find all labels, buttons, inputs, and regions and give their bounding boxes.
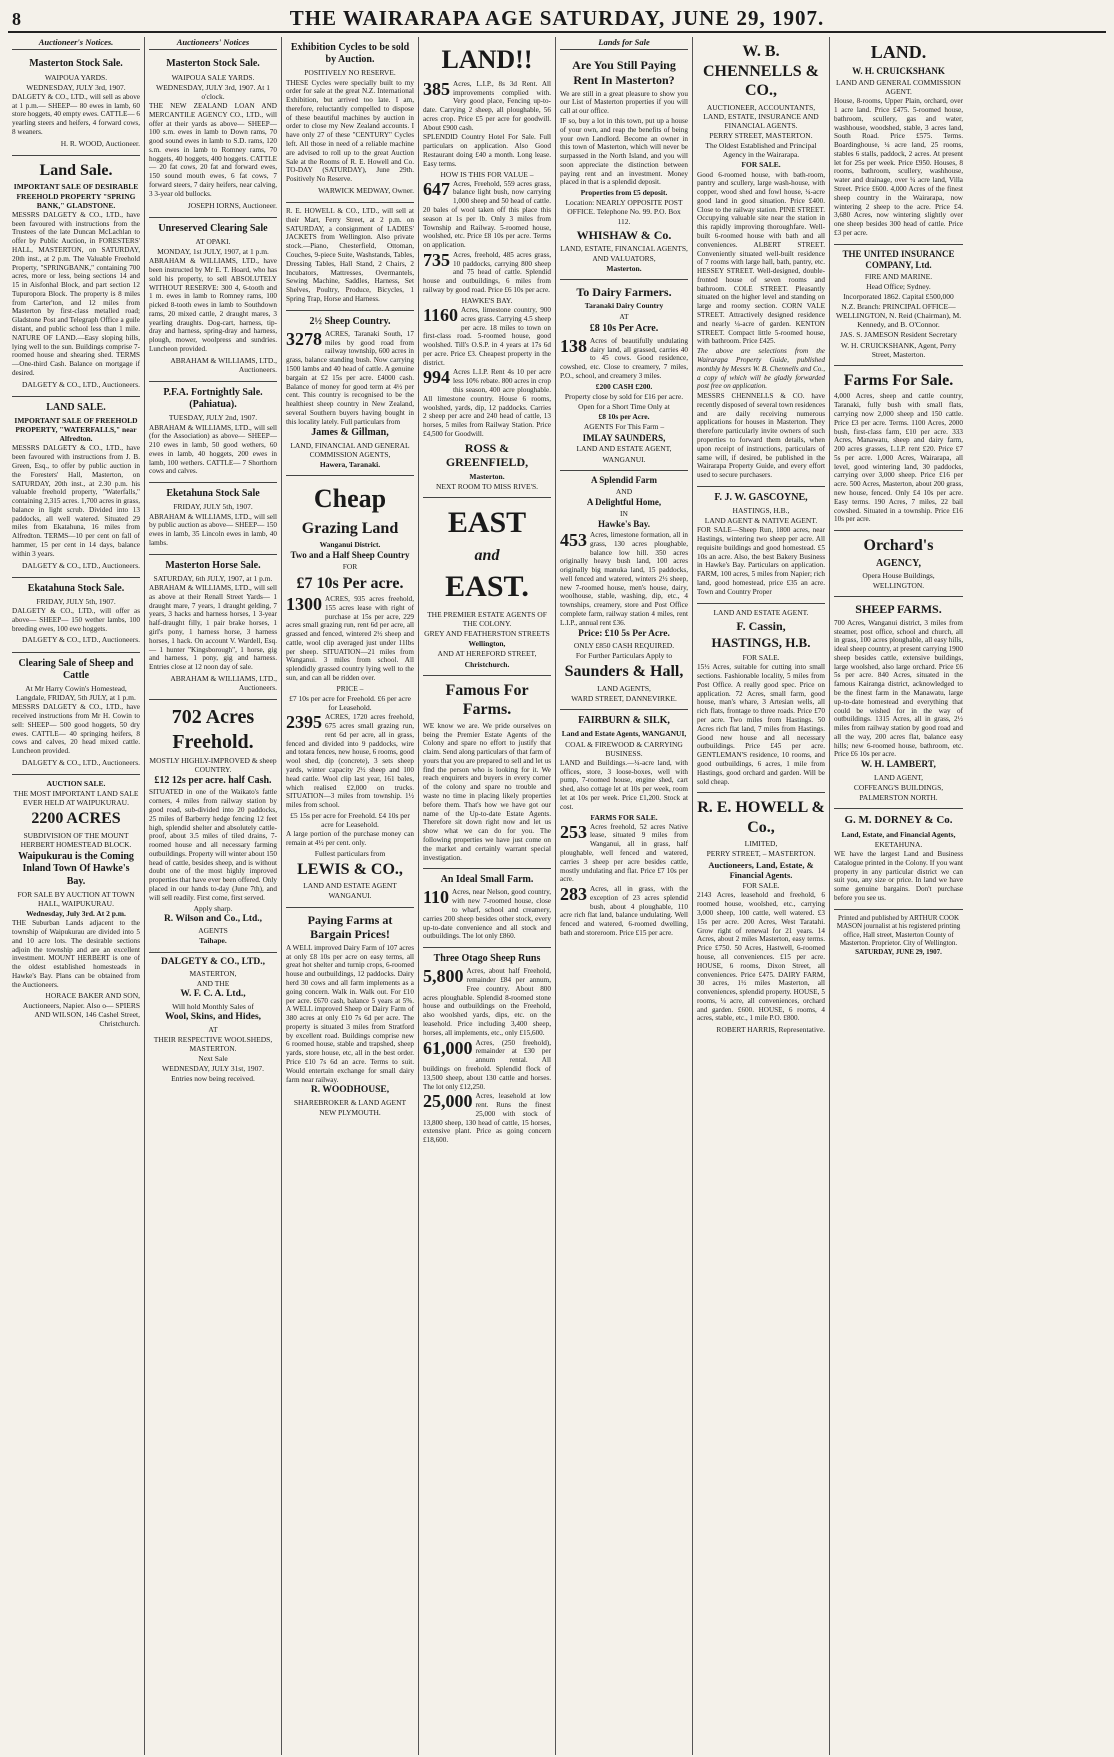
ad-title-2: and [474, 546, 500, 564]
ad-acres: 3278 [286, 328, 322, 349]
ad-firm: ROSS & GREENFIELD, [445, 440, 529, 470]
ad-heading: IMPORTANT SALE OF FREEHOLD PROPERTY, "WATERFALLS," near Alfredton. [14, 415, 138, 444]
ad-body: 4,000 Acres, sheep and cattle country, Taranaki, fully bush with small flats, carrying now 2,000 sheep and 150 cattle. Price £3 per acre. Terms. 1100 Acres, 2000 bush, first-class farm, £10 per acre. 333 Acres, Manawatu, sheep and dairy farm, 200 acres grasses, L.I.P. rent £20. Price £7 5s per acre. 1,000 Acres, Wairarapa, all level, good wintering land, 30 paddocks, carrying over 3,000 sheep. Price £16 per acre. 500 Acres, Masterton, about 200 grass, new house, fenced. Only £4 10s per acre. Easy terms. 190 Acres, 7 miles, 22 bail cowshed. Situated in a township. Price £16 10s per acre. [834, 392, 963, 524]
ad-signature: DALGETY & CO., LTD., Auctioneers. [22, 560, 140, 570]
ad-body-3: Acres, leasehold at low rent. Runs the finest 25,000 with stock of 13,800 sheep, 130 head of cattle, 15 horses, extensive plant. Price as going concern £18,600. [423, 1092, 551, 1145]
ad-acres-2: 61,000 [423, 1037, 473, 1058]
ad-address: COFFEANG'S BUILDINGS, [853, 782, 944, 792]
ad-title-2: FARMS FOR SALE. [590, 812, 658, 822]
ad-wool-sales [149, 953, 277, 1090]
ad-body: THE NEW ZEALAND LOAN AND MERCANTILE AGENCY CO., LTD., will offer at their yards as above— SHEEP— 100 s.m. ewes in lamb to Down rams, 70 good sound ewes in lamb to S.D. rams, 120 s.m. ewes in lamb to Romney rams, 70 hoggets, 40 hoggets, 400 hoggets. CATTLE— 20 fat cows, 20 fat and forward ewes, 150 sound mouth ewes, 6 fat cows, 7 forward steers, 7 dairy heifers, near calving, 3 3-year old bullocks. [149, 101, 277, 198]
ad-terms: A large portion of the purchase money can remain at 4½ per cent. only. [286, 830, 414, 847]
ad-dairy-farmers [560, 280, 688, 471]
ad-at: AT [208, 1024, 218, 1034]
ad-title-2: Waipukurau is the Coming Inland Town Of Hawke's Bay. [18, 851, 134, 887]
ad-body-1: Acres, L.I.P., 8s 3d Rent. All improvements complied with. Very good place, Fencing up-to-date. Carrying 2 sheep, all ploughable, 56 acres crop. Price £5 per acre for goodwill. About £900 cash. [423, 79, 551, 132]
ad-title: Clearing Sale of Sheep and Cattle [18, 657, 134, 681]
ad-firm: R. WOODHOUSE, [310, 1085, 390, 1096]
ad-body: A WELL improved Dairy Farm of 107 acres at only £8 10s per acre on easy terms, all great hot shelter and turnip crops, 6-roomed house and outbuildings, 12 paddocks. Dairy herd 30 cows and all farm implements as a going concern. Walk in. Walk out. For £10 per acre. £670 cash, balance 5 years at 5%. A WELL improved Sheep or Dairy Farm of 380 acres at only £10 7s 6d per acre. The property is situated 3 miles from Stratford by excellent road. Buildings comprise new 6 roomed house, stable and trapshed, sheep yards, store house, etc, all in the best order. Price £10 7s 6d an acre. Terms to suit. Would entertain exchange for small dairy farm near railway. [286, 943, 414, 1084]
columns [8, 37, 1106, 1755]
ad-how: HOW IS THIS FOR VALUE – [440, 169, 534, 179]
ad-firm: W. H. CRUICKSHANK [852, 65, 945, 76]
ad-body: Acres, limestone formation, all in grass, 130 acres ploughable, balance low hill. 350 acres originally heavy bush land, 100 acres originally big manuka land, 15 paddocks, well fenced and watered, winters 2½ sheep, new 7-roomed house, men's house, dairy, woolhouse, stable, washing, dip, etc., 4 townships, creamery, store and Post Office complete farm, railway station 4 miles, rent L.I.P., annual rent £36. [560, 530, 688, 627]
ad-agent-place: Taihape. [199, 936, 227, 946]
column-header: Auctioneer's Notices. [12, 37, 140, 50]
ad-auction-sale [12, 775, 140, 1035]
ad-body: THE Suburban Lands adjacent to the township of Waipukurau are divided into 5 and 10 acre lots. The desirable sections adjoin the township and are an excellent investment. MOUNT HERBERT is one of the oldest established homesteads in Hawke's Bay. Plans can be obtained from the Auctioneers. [12, 919, 140, 989]
ad-firm-place: WANGANUI. [602, 454, 646, 464]
ad-sub: FIRE AND MARINE. [864, 271, 933, 281]
ad-firm: F. Cassin, [736, 618, 786, 633]
ad-firm-place: WARD STREET, DANNEVIRKE. [571, 694, 677, 704]
ad-title-3: EAST. [445, 570, 529, 604]
ad-body-2: Acres freehold, 52 acres Native lease, situated 9 miles from Wanganui, all in grass, half ploughable, well fenced and watered, carries 3 sheep per acre besides cattle, mostly undulating and flat. Price £7 10s per acre. [560, 822, 688, 884]
ad-firm-sub: LAND AGENT & NATIVE AGENT. [704, 516, 818, 526]
ad-title: Famous For Farms. [445, 681, 529, 719]
ad-sub: Two and a Half Sheep Country [290, 550, 410, 561]
ad-address: PERRY STREET, MASTERTON. [709, 130, 813, 140]
ad-acres-1: 385 [423, 78, 450, 99]
ad-firm-place: Masterton. [469, 471, 505, 481]
ad-acres-3: 25,000 [423, 1091, 473, 1112]
ad-title: 702 Acres Freehold. [171, 706, 255, 753]
ad-body-2: SPLENDID Country Hotel For Sale. Full particulars on application. Also Good Restaurant doing £40 a month. Long lease. Easy terms. [423, 133, 551, 168]
ad-firm-sub: Auctioneers, Land, Estate, & Financial Agents. [708, 859, 814, 880]
ad-body: DALGETY & CO., LTD., will sell as above at 1 p.m.— SHEEP— 80 ewes in lamb, 60 store hoggets, 40 empty ewes. CATTLE— 6 yearling steers and heifers, 4 forward cows, 8 weaners. [12, 92, 140, 136]
ad-body: ABRAHAM & WILLIAMS, LTD., will sell (for the Association) as above— SHEEP— 210 ewes in lamb, 50 good wethers, 60 ewes in lamb, 40 hoggets, 200 ewes in lamb, 100 wethers. CATTLE— 7 Shorthorn cows and calves. [149, 423, 277, 476]
ad-title-2: A Delightful Home, [586, 496, 662, 507]
ad-body: SITUATED in one of the Waikato's fattle corners, 4 miles from railway station by good road, sub-divided into 20 paddocks, 25 miles of Barberry hedge fencing 12 feet high, splendid shelter and absolutely cattle-proof, about 3.5 miles of tiled drains, 7-roomed house and all necessary farming outbuildings. Property will winter about 150 head of cattle, besides sheep, and is without doubt one of the most highly improved properties that have ever been offered. Only placed in our hands to-day (June 7th), and will sell readily. First come, first served. [149, 788, 277, 902]
ad-body-1: Acres, about half Freehold, remainder £84 per annum, Free country. About 800 acres ploughable. Splendid 8-roomed stone house and outbuildings on the Freehold, also woolshed yards, dips, etc. on the leasehold. Price including 3,400 sheep, horses, all implements, etc., only £15,600. [423, 967, 551, 1037]
ad-land-sale [12, 156, 140, 397]
ad-land-ross [423, 37, 551, 498]
ad-place: PALMERSTON NORTH. [859, 793, 938, 803]
ad-forsale: FOR SALE. [742, 881, 780, 891]
ad-firm-place: HASTINGS, H.B. [711, 635, 811, 651]
ad-signature: DALGETY & CO., LTD., Auctioneers. [22, 757, 140, 767]
ad-open: Open for a Short Time Only at [578, 402, 670, 412]
ad-sub: MOSTLY HIGHLY-IMPROVED & sheep COUNTRY. [149, 755, 277, 775]
ad-body: LAND and Buildings.—¼-acre land, with offices, store, 3 loose-boxes, well with pump, 7-roomed house, engine shed, cart shed, also cottage let at 10s per week, room let at 10s per week. Price £1,200. Stock at cost. [560, 758, 688, 811]
column-7 [830, 37, 967, 1755]
ad-firm: James & Gillman, [311, 427, 389, 439]
ad-price: £8 10s Per Acre. [589, 322, 659, 334]
ad-paying-farms [286, 908, 414, 1124]
ad-firm-1: DALGETY & CO., LTD., [160, 956, 266, 967]
ad-ideal-small-farm [423, 869, 551, 948]
ad-orchards-agency [834, 531, 963, 597]
ad-clearing-sale-opaki [149, 218, 277, 382]
ad-firm: IMLAY SAUNDERS, [582, 432, 666, 443]
ad-price: £12 12s per acre. half Cash. [154, 775, 272, 787]
ad-price-2: £8 10s per Acre. [598, 412, 650, 422]
ad-body: DALGETY & CO., LTD., will offer as above— SHEEP— 150 wether lambs, 100 breeding ewes, 100 ewe hoggets. [12, 607, 140, 633]
ad-date: FRIDAY, JULY 5th, 1907. [173, 502, 253, 512]
column-3 [282, 37, 419, 1755]
ad-next: Next Sale [198, 1054, 228, 1064]
ad-place-1: MASTERTON, [189, 969, 237, 979]
column-1 [8, 37, 145, 1755]
ad-firm-place: HASTINGS, H.B., [732, 506, 790, 516]
ad-place-1: Wellington, [468, 639, 506, 649]
ad-acres-2: 283 [560, 884, 587, 905]
ad-further: For Further Particulars Apply to [575, 651, 673, 661]
ad-body: THESE Cycles were specially built to my order for sale at the great N.Z. International Exhibition, but arrived too late. I am, therefore, reluctantly compelled to dispose of these beautiful machines by auction in order to close my New Zealand accounts. I have only 27 of these "CENTURY" Cycles left. All those in need of a reliable machine are advised to roll up to the great Auction Sale at the Rooms of R. E. Howell and Co. TO-DAY (SATURDAY), June 29th. Positively No Reserve. [286, 78, 414, 184]
ad-date: FRIDAY, JULY 5th, 1907. [36, 596, 116, 606]
ad-title-1: EAST [447, 506, 527, 540]
ad-masterton-stock-sale-2 [149, 53, 277, 217]
ad-entries: Entries now being received. [171, 1074, 255, 1084]
ad-body-4: Acres, freehold, 485 acres grass, 10 paddocks, carrying 800 sheep and 75 head of cattle. Splendid house and outbuildings, 6 miles from railway by good road. Price £6 10s per acre. [423, 250, 551, 295]
ad-body: IF so, buy a lot in this town, put up a house of your own, and reap the benefits of being your own Landlord. Become an owner in this town of Masterton, which will never be surpassed in the North Island, and you will soon appreciate the distinction between paying rent and an investment. Money placed in that is a splendid deposit. [560, 116, 688, 187]
ad-dorney [834, 809, 963, 909]
ad-title: To Dairy Farmers. [576, 284, 672, 299]
ad-acres-1: 5,800 [423, 966, 464, 987]
page-number: 8 [12, 9, 21, 29]
ad-firm-place: Masterton. [606, 263, 642, 273]
ad-secretary: JAS. S. JAMESON Resident Secretary [839, 330, 958, 340]
ad-place: Hawera, Taranaki. [319, 459, 381, 469]
ad-east-and-east [423, 498, 551, 676]
ad-sub: Taranaki Dairy Country [584, 301, 664, 311]
ad-firm: R. E. HOWELL & Co., [697, 799, 825, 836]
ad-agent: W. H. CRUICKSHANK, Agent, Perry Street, Masterton. [840, 340, 957, 359]
ad-body: WE know we are. We pride ourselves on being the Premier Estate Agents of the Colony and spare no effort to justify that claim. Send along particulars of that farm of yours that you are prepared to sell and let us find the person who is looking for it. We reach enquirers and buyers in every corner of the colony and spare no trouble and waste no time in placing likely properties before them. That's how we have got our name of the Up-to-date Estate Agents. Therefore sit down right now and let us show what we can do for you. The following properties we have just come on the market and certainly warrant special investigation. [423, 721, 551, 862]
ad-title: Masterton Stock Sale. [29, 58, 123, 70]
column-2 [145, 37, 282, 1755]
ad-land-sale-waterfalls [12, 397, 140, 578]
ad-title-3: Hawke's Bay. [597, 518, 650, 529]
ad-firm-sub: LAND AND GENERAL COMMISSION AGENT. [836, 77, 961, 97]
ad-firm: WHISHAW & Co. [576, 227, 672, 242]
ad-title: LAND SALE. [46, 401, 106, 413]
ad-title: Farms For Sale. [843, 371, 954, 389]
ad-signature: H. R. WOOD, Auctioneer. [60, 138, 140, 148]
ad-firm: THE UNITED INSURANCE COMPANY, Ltd. [842, 248, 955, 270]
ad-signature: JOSEPH IORNS, Auctioneer. [187, 200, 277, 210]
ad-clearing-sale [12, 653, 140, 775]
ad-body-2: ACRES, 1720 acres freehold, 675 acres small grazing run, rent 6d per acre, all in grass, fenced and divided into 9 paddocks, wire and totara fences, new house, 6 rooms, good wool shed, dip (concrete), 3 sets sheep yards, winter capacity 2½ sheep and 100 head cattle. Wool clip last year, 161 bales, which realised £2,000 on trucks. SITUATION—3 miles from township. 1½ miles from school. [286, 713, 414, 810]
ad-title: Unreserved Clearing Sale [158, 222, 268, 234]
ad-body: ABRAHAM & WILLIAMS, LTD., have been instructed by Mr E. T. Hoard, who has sold his property, to sell ABSOLUTELY WITHOUT RESERVE: 300 4, 6-tooth and 1 m. ewes in lamb to Romney rams, 100 picked 8-tooth ewes in lamb to Southdown rams, 20 mixed cattle, 2 draught mares, 3 yearling draughts. Dog-cart, harness, tip-dray and harness, spring-dray and harness, plough, mower, woolpress and sundries. Luncheon provided. [149, 257, 277, 353]
ad-title: Masterton Stock Sale. [166, 58, 260, 70]
ad-sub: Land, Estate, and Financial Agents, [841, 829, 956, 839]
ad-price-2: £5 15s per acre for Freehold. £4 10s per acre for Leasehold. [290, 810, 410, 829]
ad-sheep-farms [834, 597, 963, 809]
ad-body: THE PREMIER ESTATE AGENTS OF THE COLONY. [427, 609, 547, 629]
ad-place: WAIPOUA SALE YARDS. [171, 72, 255, 82]
ad-title: Three Otago Sheep Runs [433, 953, 541, 965]
ad-body: 2143 Acres, leasehold and freehold, 6 roomed house, woolshed, etc., carrying 3,000 sheep, 100 cattle, well watered. £3 15s per acre. 200 Acres, West Taratahi. Grow right of renewal for 21 years. 14 Acres, about 2 miles Masterton, easy terms. Price £750. 50 Acres, Hastwell, 6-roomed house, all conveniences. £15 per acre. HOUSE, 6 rooms, Dixon Street, all conveniences. Price £475. DAIRY FARM, 30 acres, 1½ miles Masterton, all conveniences, splendid property. HOUSE, 5 rooms, ¼ acre, all conveniences, orchard and garden. £600. HOUSE, 6 rooms, 4 acres, stable, etc., 1 mile P.O. £800. [697, 891, 825, 1023]
ad-place: AT OPAKI. [195, 236, 231, 246]
ad-body: 700 Acres, Wanganui district, 3 miles from steamer, post office, school and church, all in grass, 100 acres ploughable, all easy hills, ideal sheep country, at present carrying 1900 sheep besides cattle, extensive buildings, large woolshed, also large orchard. Price £6 5s per acre. 840 Acres, situated in the famous Kairanga district, acknowledged to be the finest farm in the Manawatu, large up-to-date homestead and everything that could be wished for in the way of outbuildings. 1315 Acres, all in grass, 2½ miles from railway station by good road and all the way, 200 acres flat, balance easy hills; new 6-roomed house, bathroom, etc. Price £6 10s per acre. [834, 618, 963, 759]
ad-title: Orchard's [863, 537, 934, 555]
ad-capital: Incorporated 1862. Capital £500,000 [843, 291, 954, 301]
ad-title: LAND!! [441, 45, 533, 74]
ad-title-1: Cheap [313, 484, 387, 514]
imprint [834, 914, 963, 957]
ad-acres-2: 647 [423, 178, 450, 199]
ad-date: TUESDAY, JULY 2nd, 1907. [168, 413, 258, 423]
ad-properties: Properties from £5 deposit. [580, 188, 668, 198]
ad-date: SATURDAY, 6th JULY, 1907, at 1 p.m. [153, 573, 273, 583]
ad-body: ACRES, Taranaki South, 17 miles by good road from railway township, 600 acres in grass, balance standing bush. Now carrying 1500 lambs and 40 head of cattle. A genuine bargain at £2 15s per acre. £4000 cash. Balance of money for good term at 4½ per cent. This country is recognised to be the healthiest sheep country in New Zealand, several Southern buyers having bought in this locality lately. Full particulars from [286, 329, 414, 426]
ad-cheap-grazing [286, 476, 414, 908]
ad-heading-2: SUBDIVISION OF THE MOUNT HERBERT HOMESTEAD BLOCK. [20, 830, 132, 850]
ad-pahiatua-sale [149, 382, 277, 483]
ad-cassin [697, 604, 825, 794]
ad-place: WELLINGTON. [872, 580, 925, 590]
ad-in: IN [620, 508, 628, 518]
ad-sub: AGENCY, [876, 557, 921, 569]
ad-signature: ROBERT HARRIS, Representative. [716, 1025, 825, 1035]
ad-gascoyne [697, 487, 825, 604]
ad-firm: LEWIS & CO., [297, 860, 403, 878]
ad-forsale: FOR SALE. [741, 160, 781, 170]
ad-howell-sale [286, 203, 414, 311]
ad-body: R. E. HOWELL & CO., LTD., will sell at their Mart, Ferry Street, at 2 p.m. on SATURDAY, a consignment of LADIES' JACKETS from Wellington. Also private stock.—Piano, Chesterfield, Ottoman, Couches, 9-piece Suite, Washstands, Tables, Dressing Tables, Hall Stand, 2 Chairs, 2 Incubators, Mattresses, Overmantels, Sewing Machine, Saddles, Harness, Set Shelves, Poultry, Produce, Bicycles, 1 Spring Trap, Horse and Harness. [286, 207, 414, 303]
ad-price: Price: £10 5s Per Acre. [578, 628, 670, 639]
ad-title: Eketahuna Stock Sale [166, 488, 260, 500]
ad-signature: DALGETY & CO., LTD., Auctioneers. [22, 635, 140, 645]
newspaper-title: THE WAIRARAPA AGE SATURDAY, JUNE 29, 1907. [289, 6, 825, 30]
ad-price: £7 10s Per acre. [296, 574, 404, 592]
column-header: Lands for Sale [560, 37, 688, 50]
ad-firm-place: NEW PLYMOUTH. [319, 1108, 381, 1118]
ad-sub: FOR SALE BY AUCTION AT TOWN HALL, WAIPUKURAU. [17, 889, 135, 908]
ad-farms-for-sale [834, 366, 963, 531]
ad-price-label: PRICE – [336, 683, 364, 693]
ad-signature: HORACE BAKER AND SON, Auctioneers, Napier. Also o— SPIERS AND WILSON, 146 Cashel Street, Christchurch. [22, 991, 140, 1028]
ad-masterton-stock-sale [12, 53, 140, 156]
ad-body: ABRAHAM & WILLIAMS, LTD., will sell as above at their Renall Street Yards— 1 draught mare, 7 years, 1 draught gelding, 7 years, 3 hacks and harness horses, 1 3-year half-draught filly, 1 pair brake horses, 1 girl's pony, 1 harness horse, 3 harness horses, 1 hack. On account V. Wardell, Esq.— 1 hunter "Kingsborough", 1 horse, gig and harness, 1 pony, gig and harness. Entries close at 12 noon day of sale. [149, 584, 277, 672]
ad-title-1: A Splendid Farm [590, 474, 657, 485]
ad-title: Masterton Horse Sale. [165, 559, 261, 571]
ad-apply: Apply sharp. [193, 903, 233, 913]
ad-acres-5: 994 [423, 367, 450, 388]
ad-firm: F. J. W. GASCOYNE, [714, 491, 808, 503]
ad-famous-for-farms [423, 676, 551, 870]
ad-date: WEDNESDAY, JULY 31st, 1907. [162, 1064, 264, 1074]
ad-firm-sub: AUCTIONEER, ACCOUNTANTS, LAND, ESTATE, INSURANCE AND FINANCIAL AGENTS. [703, 102, 819, 130]
ad-body: The Oldest Established and Principal Agency in the Wairarapa. [705, 141, 817, 160]
ad-firm-sub: LAND AGENTS, [597, 683, 651, 693]
ad-sub: At Mr Harry Cowin's Homestead, Langdale, FRIDAY, 5th JULY, at 1 p.m. [16, 683, 136, 703]
ad-firm-sub: LAND, ESTATE, FINANCIAL AGENTS, AND VALUATORS, [560, 244, 688, 263]
ad-firm-sub: LAND AND ESTATE AGENT [303, 881, 397, 891]
ad-limited: LIMITED, [744, 839, 778, 849]
ad-streets: GREY AND FEATHERSTON STREETS [424, 629, 550, 639]
ad-body-1: ACRES, 935 acres freehold, 155 acres lease with right of purchase at 15s per acre, 229 acres small grazing run, rent 6d per acre, all grassed and fenced, wintered 2½ sheep and cattle, wool clip averaged just under 11lbs per sheep. SITUATION—21 miles from Wanganui. 3 miles from school. All splendidly grassed country lying well to the sun, and can all be ridden over. [286, 595, 414, 683]
ad-cash: £200 CASH £200. [595, 381, 653, 391]
ad-body: House, 8-rooms, Upper Plain, orchard, over 1 acre land. Price £475. 5-roomed house, bathroom, scullery, gas and water, washhouse, woodshed, stable, 3 acres land, South Road. Price £575. Terms. Boardinghouse, ¼ acre land, 25 rooms, stables 6 stalls, paddock, 2 acres. At present let for 25s per week. Price £950. Houses, 8 rooms, bathroom, scullery, washhouse, water and drainage, over ¼ acre land, Villa Street. Price £600. 4,000 Acres of the finest sheep country in the Wairarapa, now wintering 2 sheep to the acre. Price £4. 3,680 Acres, now wintering slightly over one sheep besides 300 head of cattle. Price £3 per acre. [834, 97, 963, 237]
ad-terms: Property close by sold for £16 per acre. [564, 391, 684, 401]
ad-place: WAIPOUA YARDS. [44, 72, 108, 82]
ad-body-6: Acres L.I.P. Rent 4s 10 per acre less 10% rebate. 800 acres in crop this season, 400 acre ploughable. All limestone country. House 6 rooms, woolshed, yards, dip, 12 paddocks. Carries 2 sheep per acre and 240 head of cattle, 13 horses, 5 miles from Railway Station. Price £4,500 for Goodwill. [423, 368, 551, 438]
ad-title-2: Grazing Land [301, 519, 399, 537]
ad-title: LAND. [870, 42, 927, 62]
ad-horse-sale [149, 555, 277, 700]
ad-acres-2: 2395 [286, 712, 322, 733]
ad-title: Land Sale. [39, 161, 113, 179]
ad-side: We are still in a great pleasure to show you our List of Masterton properties if you will call at our office. [560, 89, 688, 116]
masthead [8, 6, 1106, 33]
ad-firm: W. B. CHENNELLS & CO., [702, 43, 820, 100]
ad-splendid-farm [560, 471, 688, 710]
ad-title: Ekatahuna Stock Sale. [27, 582, 125, 594]
ad-acres-1: 1300 [286, 594, 322, 615]
ad-place-2: Christchurch. [464, 659, 510, 669]
ad-firm-sub: SHAREBROKER & LAND AGENT [293, 1097, 407, 1107]
ad-at: AT [619, 311, 629, 321]
ad-forsale: FOR SALE. [742, 653, 780, 663]
ad-and: AND [615, 486, 633, 496]
ad-sheep-country [286, 311, 414, 476]
ad-united-insurance [834, 245, 963, 366]
ad-and: AND THE [196, 979, 230, 989]
ad-firm-place: WANGANUI. [328, 891, 372, 901]
ad-branch: N.Z. Branch: PRINCIPAL OFFICE—WELLINGTON, N. Reid (Chairman), M. Kennedy, and B. O'Connor. [835, 302, 962, 330]
ad-body-3: Acres, Freehold, 559 acres grass, balance light bush, now carrying 1,000 sheep and 50 head of cattle. 20 bales of wool taken off this place this season at 1s per lb. Only 3 miles from Township and Railway. 5-roomed house, woolshed, etc. Price £8 10s per acre. Terms on application. [423, 179, 551, 250]
ad-date: MONDAY, 1st JULY, 1907, at 1 p.m. [157, 247, 269, 257]
ad-date: Wednesday, July 3rd. At 2 p.m. [26, 909, 126, 919]
ad-chennells [697, 37, 825, 487]
ad-exhibition-cycles [286, 37, 414, 203]
ad-body-5: Acres, limestone country, 900 acres grass. Carrying 4.5 sheep per acre. 18 miles to town on first-class road. 5-roomed house, good woolshed. Till's O.S.P. in 4 years at 17s 6d per acre. Price £3. Cheapest property in the district. [423, 305, 551, 367]
ad-body: Acres of beautifully undulating dairy land, all grassed, carries 40 to 45 cows. Good residence, cowshed, etc. Close to creamery, 7 miles, P.O., school, and creamery 3 miles. [560, 336, 688, 381]
ad-price-1: £7 10s per acre for Freehold. £6 per acre for Leasehold. [289, 693, 411, 713]
ad-title: Wool, Skins, and Hides, [164, 1012, 262, 1023]
ad-acres-1: 253 [560, 821, 587, 842]
ad-acres: 2200 ACRES [31, 810, 121, 828]
ad-howell [697, 793, 825, 1041]
ad-place: EKETAHUNA. [874, 839, 923, 849]
ad-fairburn-silk [560, 710, 688, 944]
ad-place: THEIR RESPECTIVE WOOLSHEDS, MASTERTON. [153, 1034, 273, 1053]
ad-title: An Ideal Small Farm. [440, 874, 534, 886]
ad-title: 2½ Sheep Country. [309, 315, 391, 327]
ad-acres: 453 [560, 529, 587, 550]
ad-title: AUCTION SALE. [46, 779, 106, 788]
ad-title: SHEEP FARMS. [855, 602, 942, 617]
imprint-date: SATURDAY, JUNE 29, 1907. [855, 947, 942, 956]
ad-eketahuna-stock-sale [12, 578, 140, 653]
ad-acres: 138 [560, 335, 587, 356]
ad-body: FOR SALE—Sheep Run, 1800 acres, near Hastings, wintering two sheep per acre. All requisite buildings and good homestead. £5 10s an acre. Also, the best Bakery Business in Hawke's Bay. Particulars on application. FARM, 100 acres, 5 miles from Napier; rich land, good homestead, price £35 an acre. Town and Country Proper [697, 526, 825, 596]
ad-body-2: Good 6-roomed house, with bath-room, pantry and scullery, large wash-house, with copper, wood shed and fowl house, ¼-acre good land in good situation. Price £400. Close to the railway station. PINE STREET. Occupying valuable site near the station in this rapidly improving thoroughfare. Well-built 6-roomed house with bath and all conveniences. ALBERT STREET. Conveniently situated well-built residence of 7 rooms with large hall, bath, pantry, etc. HESSEY STREET. Well-designed, double-fronted house of seven rooms and bathroom. COLE STREET. Pleasantly situated on the higher level and standing on large and roomy section. CORN VALE STREET. Attractively designed residence and nearly ¼-acre of garden. KENTON STREET. Compact little 5-roomed house, with bathroom. Price £425. [697, 170, 825, 346]
ad-body: Acres, near Nelson, good country, with new 7-roomed house, close to wharf, school and creamery, carries 200 sheep besides other stock, every up-to-date convenience and all stock and outbuildings. The lot only £860. [423, 888, 551, 941]
ad-address: Opera House Buildings, [862, 570, 935, 580]
ad-cruickshank [834, 37, 963, 245]
ad-agents: AGENTS For This Farm – [583, 422, 665, 432]
ad-firm-sub: LAND AND ESTATE AGENT, [576, 444, 672, 454]
ad-date: WEDNESDAY, JULY 3rd, 1907. [26, 82, 126, 92]
ad-signature: DALGETY & CO., LTD., Auctioneers. [22, 379, 140, 389]
ad-signature: WARWICK MEDWAY, Owner. [318, 185, 414, 195]
ad-body-3: Acres, all in grass, with the exception of 23 acres splendid bush, about 4 ploughable, 110 acre rich flat land, balance undulating. Well fenced and watered, 6-roomed dwelling, bath and storeroom. Price £15 per acre. [560, 885, 688, 938]
ad-firm: G. M. DORNEY & Co. [844, 814, 953, 827]
ad-sub: POSITIVELY NO RESERVE. [304, 68, 396, 78]
ad-title: Are You Still Paying Rent In Masterton? [572, 58, 676, 87]
ad-heading: IMPORTANT SALE OF DESIRABLE FREEHOLD PROPERTY "SPRING BANK," GLADSTONE. [13, 182, 139, 210]
ad-body: ABRAHAM & WILLIAMS, LTD., will sell by public auction as above— SHEEP— 150 ewes in lamb, 35 Lincoln ewes in lamb, 40 lambs. [149, 512, 277, 547]
ad-firm: Saunders & Hall, [564, 663, 684, 681]
column-header: Auctioneers' Notices [149, 37, 277, 50]
ad-paying-rent [560, 53, 688, 279]
ad-title: P.F.A. Fortnightly Sale. (Pahiatua). [163, 387, 263, 411]
column-5 [556, 37, 693, 1755]
column-6 [693, 37, 830, 1755]
ad-702-acres [149, 700, 277, 952]
ad-firm-sub: NEXT ROOM TO MISS RIVE'S. [436, 482, 538, 492]
column-4 [419, 37, 556, 1755]
ad-firm: W. H. LAMBERT, [861, 760, 936, 771]
ad-title: Paying Farms at Bargain Prices! [307, 912, 393, 942]
ad-title: Exhibition Cycles to be sold by Auction. [290, 42, 410, 66]
ad-body: MESSRS DALGETY & CO., LTD., have been favoured with instructions from J. B. Green, Esq., to offer by public auction in the Foresters' Hall, Masterton, on SATURDAY, 20th inst., at 2.30 p.m. his valuable freehold property, "Waterfalls," containing 2,315 acres. 1,700 acres in grass, balance in light scrub. Divided into 13 paddocks, all well watered. Situated 29 miles from Ekatahuna, 16 miles from Alfredton. TERMS—10 per cent on fall of hammer, 15 per cent in 14 days, balance within 3 years. [12, 444, 140, 558]
ad-acres-3: 735 [423, 249, 450, 270]
ad-signature: ABRAHAM & WILLIAMS, LTD., Auctioneers. [170, 355, 277, 374]
ad-date: WEDNESDAY, JULY 3rd, 1907. At 1 o'clock. [156, 82, 270, 101]
ad-cash: ONLY £850 CASH REQUIRED. [573, 641, 675, 651]
ad-address: PERRY STREET, – MASTERTON. [706, 849, 816, 859]
ad-signature: ABRAHAM & WILLIAMS, LTD., Auctioneers. [170, 673, 277, 692]
ad-title: FAIRBURN & SILK, [578, 715, 670, 727]
imprint-body: Printed and published by ARTHUR COOK MASON journalist at his registered printing office, Hall street, Masterton County of Masterton. Proprietor. City of Wellington. [836, 913, 961, 948]
ad-further: Fullest particulars from [314, 848, 386, 858]
ad-place: HAWKE'S BAY. [461, 295, 513, 305]
ad-acres-4: 1160 [423, 304, 459, 325]
ad-body-2: Acres, (250 freehold), remainder at £30 per annum rental. All buildings on freehold. Splendid flock of 13,500 sheep, about 130 cattle and horses. The lot only £12,250. [423, 1038, 551, 1091]
ad-agent-sub: AGENTS [198, 926, 228, 936]
ad-office: Head Office; Sydney. [866, 281, 931, 291]
ad-agent: R. Wilson and Co., Ltd., [163, 913, 263, 924]
ad-and: AND AT HEREFORD STREET, [437, 649, 537, 659]
ad-body: WE have the largest Land and Business Catalogue printed in the Colony. If you want property in any particular district we can suit you, any size or price. In land we have some genuine bargains. Don't purchase before you see us. [834, 849, 963, 902]
ad-body: MESSRS DALGETY & CO., LTD., have been favoured with instructions from the Trustees of the late Duncan McLachlan to offer by Public Auction, in FORESTERS' HALL, MASTERTON, on SATURDAY, 20th inst., at 2 p.m. The Valuable Freehold Property, "SPRINGBANK," containing 700 acres, more or less, being sections 14 and 15 in Aisfonhal Block, and part section 12 Tupuropora Block. The property is 8 miles from Carter'ton, and 12 miles from Masterton by first-class metalled road; Gladstone Post and Telegraph Office a guile distant, and public school less than 1 mile. NATURE OF LAND.—Easy sloping hills, lying well to the sun. Buildings comprise 7-roomed house and shearing shed. TERMS—One-third Cash. Balance on mortgage if desired. [12, 210, 140, 377]
ad-body: MESSRS DALGETY & CO., LTD., have received instructions from Mr H. Cowin to sell: SHEEP— 500 good hoggets, 50 dry ewes. CATTLE— 40 springing heifers, 8 cows and calves, 20 head mixed cattle. Luncheon provided. [12, 703, 140, 756]
ad-sub: Land and Estate Agents, WANGANUI, [561, 729, 687, 739]
ad-sub-2: COAL & FIREWOOD & CARRYING BUSINESS. [565, 739, 683, 758]
ad-place: Wanganui District. [319, 540, 381, 550]
ad-acres: 110 [423, 887, 450, 908]
ad-firm-2: W. F. C. A. Ltd., [180, 989, 246, 1000]
ad-sub: LAND AND ESTATE AGENT. [713, 607, 809, 617]
ad-body-4: MESSRS CHENNELLS & CO. have recently disposed of several town residences and are daily receiving numerous applications for houses in Masterton. They therefore particularly invite owners of such properties to forward them details, when upon receipt of instructions, particulars of same will, if desired, be published in the Wairarapa Property Guide, and every effort used to secure purchasers. [697, 392, 825, 480]
ad-body: 15½ Acres, suitable for cutting into small sections. Fashionable locality, 5 miles from Post Office. A really good spec. Price on application. 72 Acres, small farm, good house, man's whare, 3 Artesian wells, all rich flats, frontage to three roads. Price £70 per acre. Two miles from Hastings. 50 Acres rich flat land, 7 miles from Hastings. Good new house and all necessary outbuildings. Price £45 per acre. GENTLEMAN'S residence, 10 rooms, and good outbuildings, 6 acres, 1 mile from Hastings, good orchard and garden. Will be sold cheap. [697, 663, 825, 786]
ad-for: FOR [342, 562, 358, 572]
ad-eketahuna-stock-sale-2 [149, 483, 277, 554]
ad-heading: THE MOST IMPORTANT LAND SALE EVER HELD AT WAIPUKURAU. [13, 789, 139, 808]
ad-body: Will hold Monthly Sales of [172, 1001, 254, 1011]
ad-otago-sheep-runs [423, 948, 551, 1151]
ad-firm-sub: LAND AGENT, [873, 772, 924, 782]
ad-firm-sub: LAND, FINANCIAL AND GENERAL COMMISSION AGENTS, [290, 440, 410, 459]
ad-location: Location: NEARLY OPPOSITE POST OFFICE. Telephone No. 99. P.O. Box 112. [565, 198, 683, 226]
ad-body-3: The above are selections from the Wairarapa Property Guide, published monthly by Messrs W. B. Chennells and Co., a copy of which will be gladly forwarded post free on application. [697, 347, 825, 391]
